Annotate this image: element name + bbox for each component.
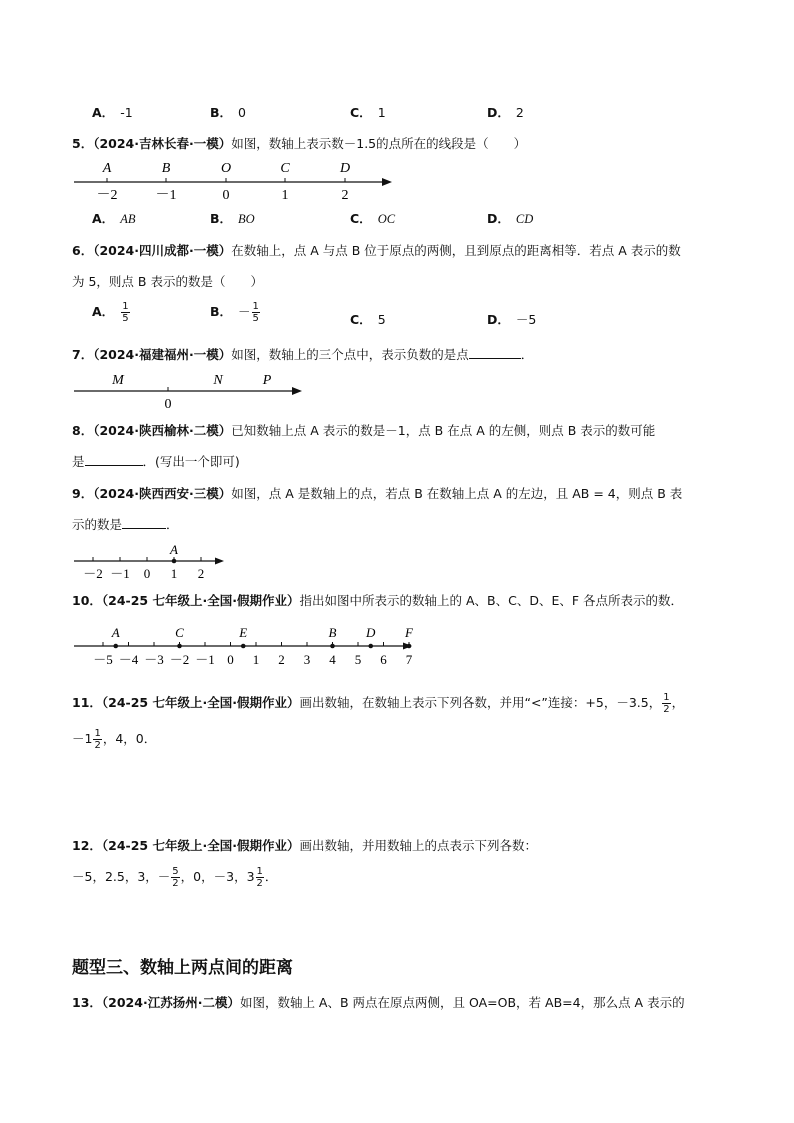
tick-label: 1 [281, 188, 289, 203]
option-label: B． [210, 105, 233, 120]
tick-label: 1 [252, 652, 260, 667]
tick-label: －4 [118, 652, 139, 667]
option-value: 1 [377, 105, 386, 120]
option-value: AB [120, 212, 136, 226]
point-label: B [161, 161, 171, 176]
fraction-numerator: 1 [663, 692, 670, 703]
question-text: 示的数是 [72, 517, 123, 532]
question-11-line-2 [72, 728, 156, 751]
option-label: D． [487, 312, 510, 327]
point-label: F [405, 625, 413, 640]
question-text: ．(写出一个即可) [142, 454, 240, 469]
section-heading: 题型三、数轴上两点间的距离 [72, 958, 293, 978]
tick-label: 0 [164, 397, 172, 412]
question-source: （2024·江苏扬州·二模） [101, 995, 240, 1010]
point-label: A [102, 161, 112, 176]
tick-label: －2 [169, 652, 190, 667]
option-sign: － [238, 304, 251, 319]
question-8-line-2 [72, 452, 240, 470]
question-number: 7． [72, 347, 94, 362]
fraction-denominator: 5 [252, 313, 259, 324]
option-value: CD [515, 212, 534, 226]
q6-option-d [487, 310, 536, 328]
question-source: （2024·福建福州·一模） [93, 347, 232, 362]
point-label: C [280, 161, 290, 176]
question-source: （2024·吉林长春·一模） [93, 136, 232, 151]
fraction-denominator: 2 [94, 740, 101, 751]
point-dot [407, 644, 412, 649]
question-number: 6． [72, 243, 94, 258]
fraction-numerator: 1 [252, 301, 259, 312]
fraction-denominator: 2 [663, 704, 670, 715]
question-text: ，4，0． [102, 731, 157, 746]
option-value: －5 [515, 312, 537, 327]
question-text: 如图，数轴上的三个点中，表示负数的是点 [231, 347, 469, 362]
point-dot [241, 644, 246, 649]
fraction-numerator: 1 [256, 866, 263, 877]
tick-label: －1 [110, 566, 130, 581]
question-source: （2024·陕西西安·三模） [93, 486, 232, 501]
q5-option-d [487, 209, 533, 227]
question-11 [72, 692, 684, 715]
q4-option-a [92, 103, 133, 121]
tick-label: 2 [197, 566, 205, 581]
question-text: 是 [72, 454, 85, 469]
tick-label: －1 [155, 188, 177, 203]
fraction [252, 301, 260, 324]
question-text-end: ． [520, 347, 534, 362]
axis-arrow-icon [382, 178, 392, 186]
tick-label: 2 [278, 652, 285, 667]
point-dot [330, 644, 335, 649]
answer-blank[interactable] [469, 346, 521, 359]
fraction-denominator: 5 [122, 313, 129, 324]
point-group [111, 625, 414, 648]
question-text: 如图，点 A 是数轴上的点，若点 B 在数轴上点 A 的左边，且 AB = 4，则点 B 表 [231, 486, 683, 501]
question-number: 11． [72, 695, 102, 710]
question-13 [72, 993, 685, 1011]
point-dot [113, 644, 118, 649]
point-label: C [175, 625, 184, 640]
point-label: A [111, 625, 120, 640]
question-text: ，0，－3，3 [180, 869, 255, 884]
tick-label: 6 [380, 652, 387, 667]
tick-label: 0 [143, 566, 151, 581]
point-label: D [366, 625, 376, 640]
fraction-denominator: 2 [172, 878, 179, 889]
answer-blank[interactable] [122, 516, 166, 529]
fraction-numerator: 1 [122, 301, 129, 312]
option-value: OC [377, 212, 396, 226]
tick-label: －5 [93, 652, 113, 667]
question-number: 10． [72, 593, 102, 608]
question-number: 5． [72, 136, 94, 151]
tick-label: 1 [170, 566, 178, 581]
fraction-five-halves [171, 866, 179, 889]
fraction [121, 301, 129, 324]
tick-label: －2 [96, 188, 118, 203]
question-source: （24-25 七年级上·全国·假期作业） [101, 593, 300, 608]
option-label: C． [350, 211, 372, 226]
tick-label: 7 [405, 652, 413, 667]
question-text: 画出数轴，在数轴上表示下列各数，并用“<”连接：+5，－3.5， [299, 695, 662, 710]
question-source: （2024·陕西榆林·二模） [93, 423, 232, 438]
option-label: D． [487, 105, 510, 120]
question-text: ． [264, 869, 278, 884]
question-text: 画出数轴，并用数轴上的点表示下列各数： [299, 838, 537, 853]
question-5 [72, 134, 526, 152]
q9-number-line [70, 538, 230, 584]
option-value: BO [238, 212, 255, 226]
fraction-denominator: 2 [256, 878, 263, 889]
question-source: （24-25 七年级上·全国·假期作业） [101, 838, 300, 853]
q5-number-line [70, 154, 400, 204]
q4-option-b [210, 103, 246, 121]
q5-option-b [210, 209, 255, 227]
point-dot [177, 644, 182, 649]
q5-option-a [92, 209, 135, 227]
option-value: 5 [377, 312, 386, 327]
tick-label: 0 [222, 188, 230, 203]
question-number: 9． [72, 486, 94, 501]
question-text: ． [166, 517, 179, 532]
question-text: 为 5，则点 B 表示的数是（ ） [72, 274, 263, 289]
option-label: B． [210, 304, 233, 319]
question-source: （2024·四川成都·一模） [93, 243, 232, 258]
fraction-one-half [93, 728, 101, 751]
option-label: C． [350, 105, 372, 120]
point-label: D [339, 161, 351, 176]
axis-arrow-icon [292, 387, 302, 395]
tick-label: 2 [341, 188, 349, 203]
q6-option-c [350, 310, 386, 328]
option-label: D． [487, 211, 510, 226]
question-10 [72, 591, 683, 609]
mixed-number-whole: －1 [72, 731, 93, 746]
comma: ， [671, 695, 685, 710]
fraction-one-half [256, 866, 264, 889]
question-12-line-2 [72, 866, 277, 889]
question-number: 13． [72, 995, 102, 1010]
question-6-line-2 [72, 272, 263, 290]
option-value: 2 [515, 105, 524, 120]
q6-option-b [210, 301, 261, 324]
tick-label: 0 [227, 652, 234, 667]
tick-label: －3 [144, 652, 164, 667]
point-dot [368, 644, 373, 649]
question-9 [72, 484, 682, 502]
q4-option-d [487, 103, 524, 121]
tick-label: 5 [354, 652, 362, 667]
question-12 [72, 836, 537, 854]
question-8 [72, 421, 655, 439]
option-label: C． [350, 312, 372, 327]
point-label: N [213, 373, 223, 388]
question-text: 在数轴上，点 A 与点 B 位于原点的两侧，且到原点的距离相等．若点 A 表示的数 [231, 243, 681, 258]
q5-option-c [350, 209, 395, 227]
question-number: 12． [72, 838, 102, 853]
option-value: -1 [120, 105, 133, 120]
question-6 [72, 241, 681, 259]
tick-label: 4 [329, 652, 336, 667]
option-label: A． [92, 105, 115, 120]
q4-option-c [350, 103, 386, 121]
tick-label: －2 [83, 566, 103, 581]
option-label: B． [210, 211, 233, 226]
fraction-numerator: 5 [172, 866, 179, 877]
point-label: A [170, 542, 178, 557]
option-value: 0 [238, 105, 246, 120]
answer-blank[interactable] [85, 453, 143, 466]
option-label: A． [92, 211, 115, 226]
question-text: 如图，数轴上表示数－1.5的点所在的线段是（ ） [231, 136, 527, 151]
point-label: E [239, 625, 248, 640]
question-7 [72, 345, 533, 363]
fraction-numerator: 1 [94, 728, 101, 739]
fraction-one-half [662, 692, 670, 715]
tick-label: 3 [303, 652, 311, 667]
q7-number-line [70, 366, 310, 414]
question-text: 如图，数轴上 A、B 两点在原点两侧，且 OA=OB，若 AB=4，那么点 A 表示的 [239, 995, 685, 1010]
question-source: （24-25 七年级上·全国·假期作业） [101, 695, 300, 710]
question-text: 已知数轴上点 A 表示的数是－1，点 B 在点 A 的左侧，则点 B 表示的数可能 [231, 423, 656, 438]
tick-label: －1 [195, 652, 215, 667]
question-number: 8． [72, 423, 94, 438]
point-label: O [220, 161, 232, 176]
question-text: －5，2.5，3，－ [72, 869, 171, 884]
q6-option-a [92, 301, 131, 324]
question-text: 指出如图中所表示的数轴上的 A、B、C、D、E、F 各点所表示的数． [299, 593, 683, 608]
point-a-dot [172, 559, 177, 564]
q10-number-line [70, 616, 420, 668]
point-label: M [112, 373, 124, 388]
question-9-line-2 [72, 515, 179, 533]
point-label: P [262, 373, 272, 388]
option-label: A． [92, 304, 115, 319]
axis-arrow-icon [215, 558, 224, 565]
point-label: B [328, 625, 337, 640]
